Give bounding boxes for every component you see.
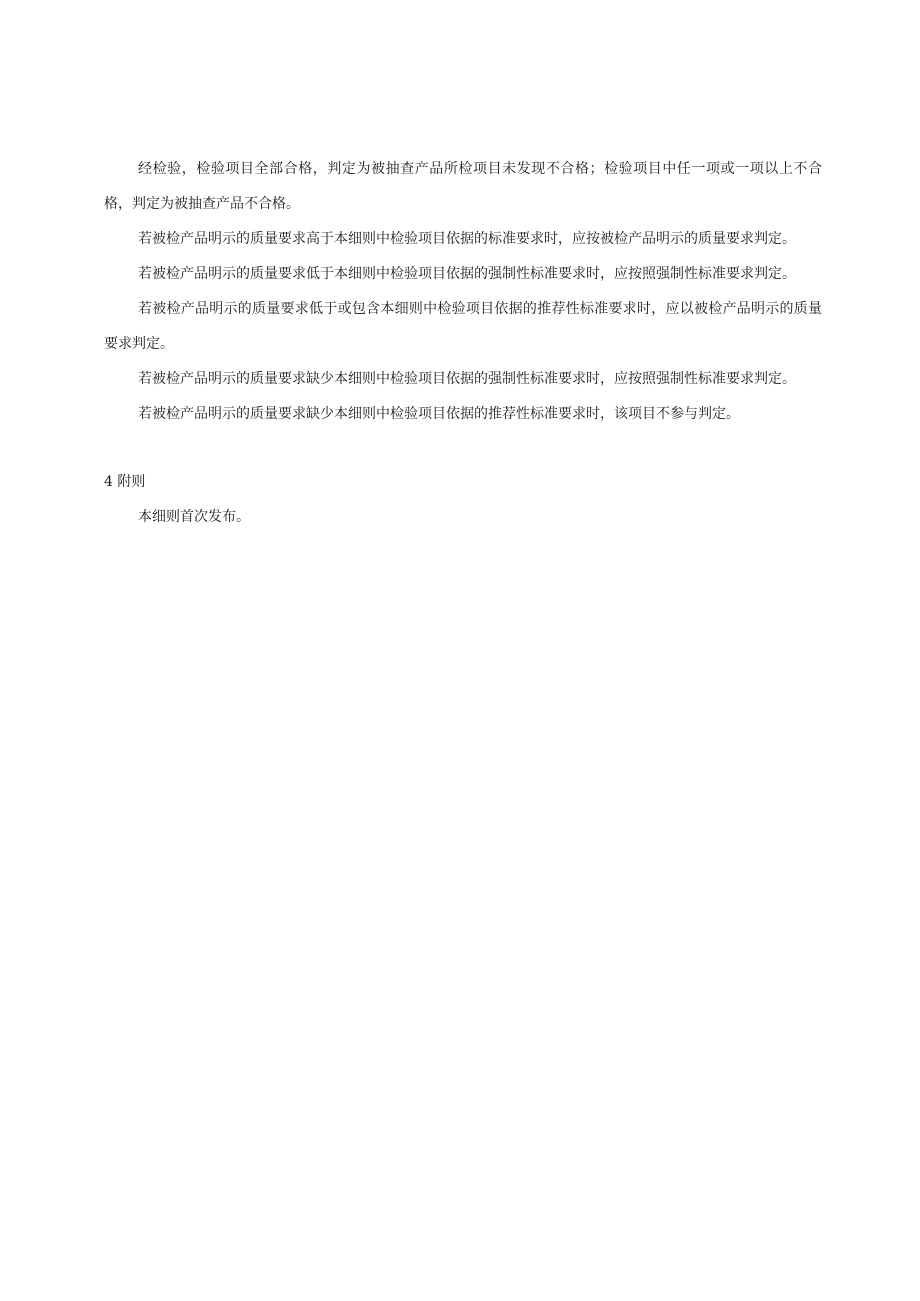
section-body: 本细则首次发布。 xyxy=(138,509,250,525)
paragraph-higher-requirement: 若被检产品明示的质量要求高于本细则中检验项目依据的标准要求时，应按被检产品明示的质量要求判定。 xyxy=(138,231,796,247)
document-page xyxy=(104,152,822,535)
paragraph-lower-recommended: 若被检产品明示的质量要求低于或包含本细则中检验项目依据的推荐性标准要求时，应以被检产品明示的质量要求判定。 xyxy=(104,301,822,352)
section-heading: 4 附则 xyxy=(104,474,146,490)
paragraph-lower-mandatory: 若被检产品明示的质量要求低于本细则中检验项目依据的强制性标准要求时，应按照强制性标准要求判定。 xyxy=(138,266,796,282)
paragraph-missing-mandatory: 若被检产品明示的质量要求缺少本细则中检验项目依据的强制性标准要求时，应按照强制性标准要求判定。 xyxy=(138,371,796,387)
paragraph-judgement-rule: 经检验，检验项目全部合格，判定为被抽查产品所检项目未发现不合格；检验项目中任一项或一项以上不合格，判定为被抽查产品不合格。 xyxy=(104,161,822,212)
paragraph-missing-recommended: 若被检产品明示的质量要求缺少本细则中检验项目依据的推荐性标准要求时，该项目不参与判定。 xyxy=(138,406,740,422)
